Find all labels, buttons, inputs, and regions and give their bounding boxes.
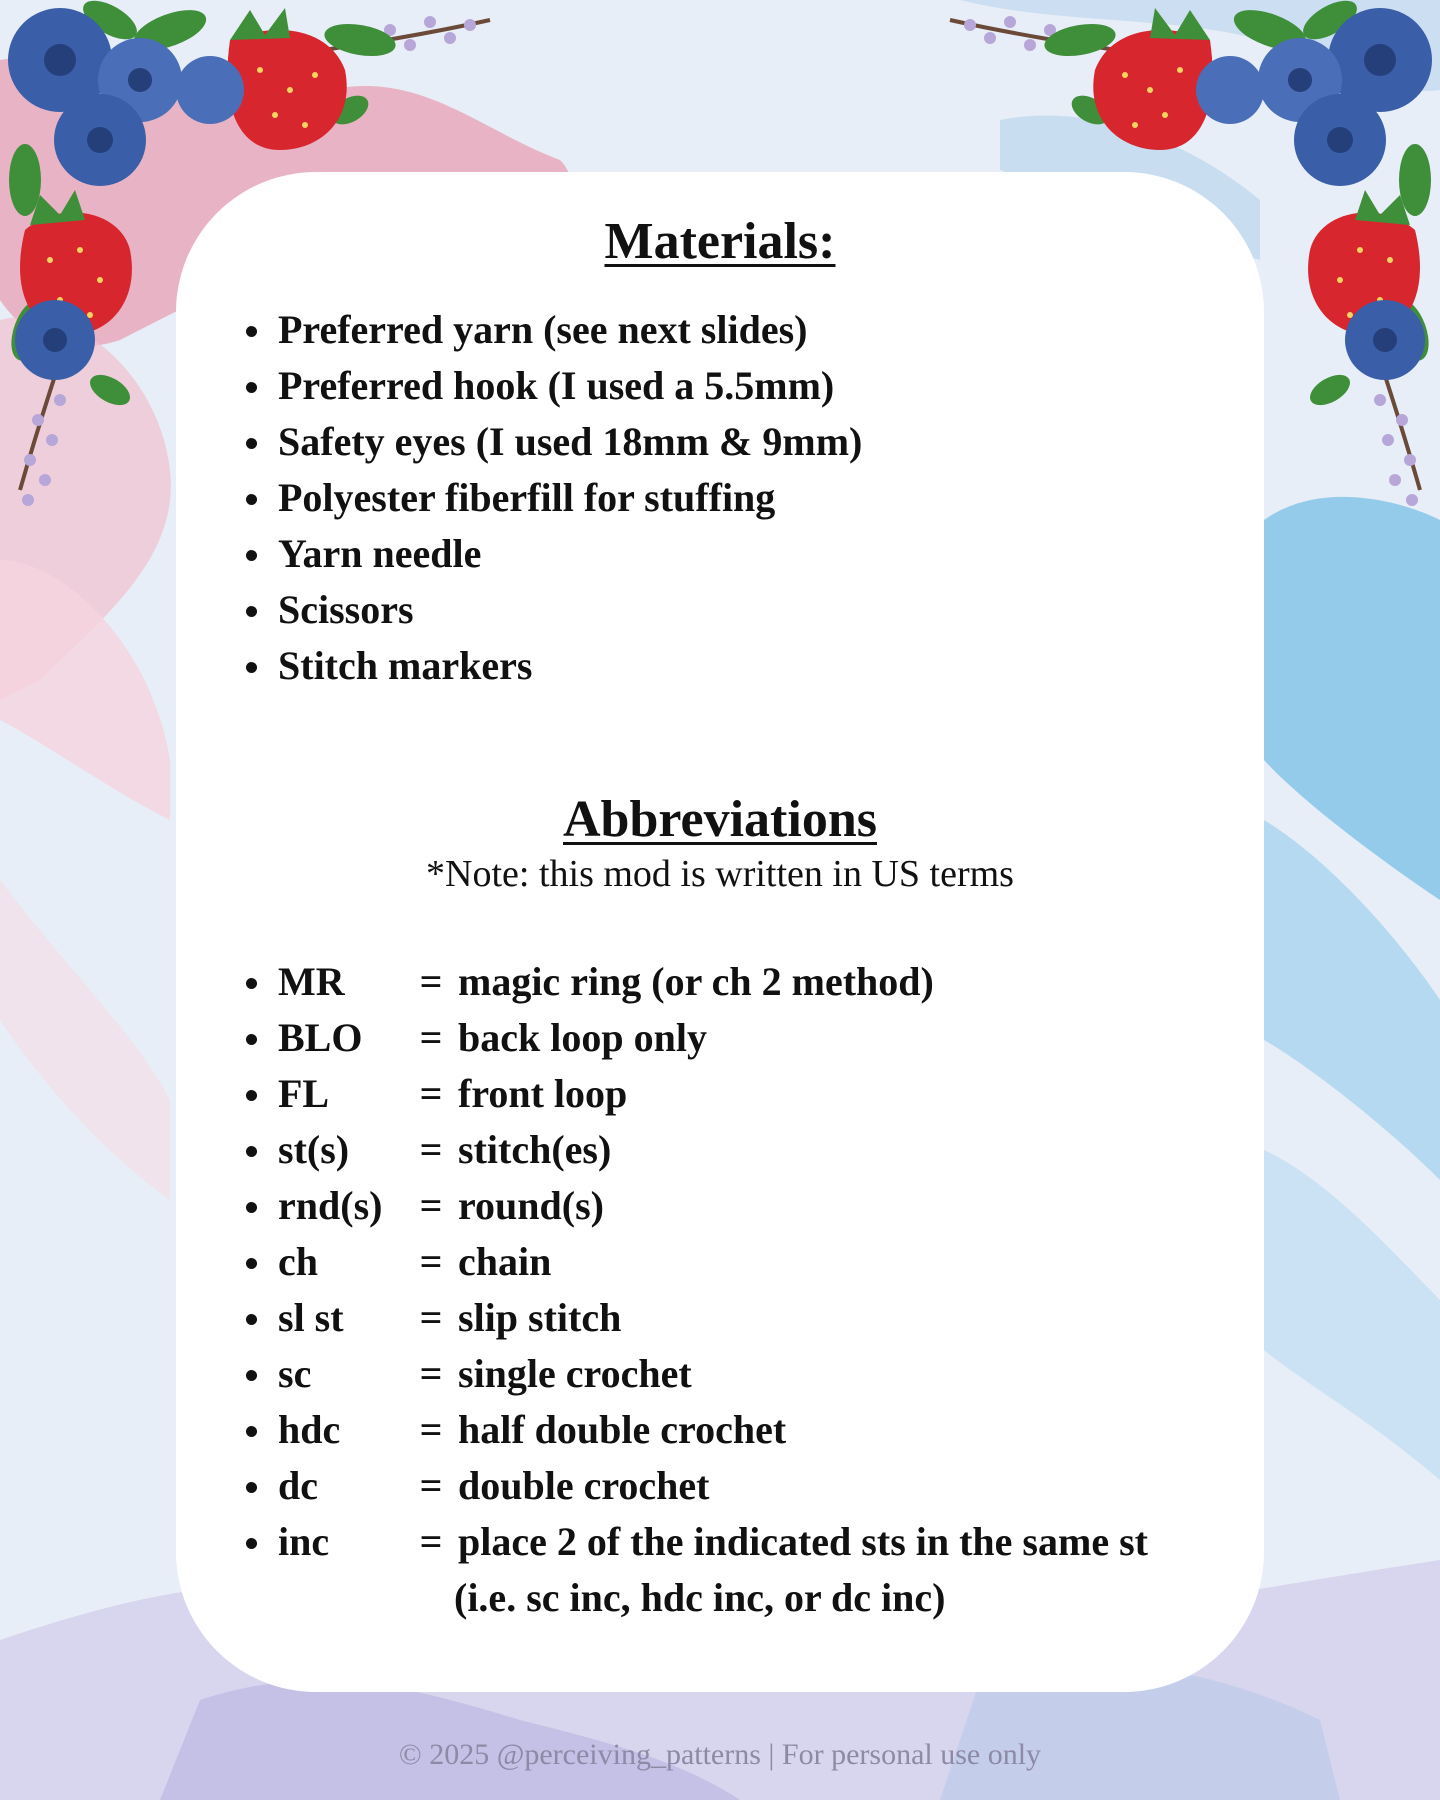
abbreviation-definition: single crochet xyxy=(458,1351,692,1396)
list-item: Polyester fiberfill for stuffing xyxy=(236,470,862,526)
abbreviation-definition: chain xyxy=(458,1239,552,1284)
list-item: Yarn needle xyxy=(236,526,862,582)
abbreviation-definition: front loop xyxy=(458,1071,628,1116)
abbreviation-row xyxy=(236,1178,1148,1234)
abbreviation-row xyxy=(236,1234,1148,1290)
equals-sign: = xyxy=(419,1463,443,1508)
equals-sign: = xyxy=(419,959,443,1004)
equals-sign: = xyxy=(419,1407,443,1452)
abbreviation-term: rnd(s) xyxy=(278,1183,383,1228)
abbreviation-term: BLO xyxy=(278,1015,363,1060)
abbreviation-term: hdc xyxy=(278,1407,341,1452)
abbreviation-definition: slip stitch xyxy=(458,1295,622,1340)
materials-list xyxy=(236,302,862,694)
abbreviation-definition: half double crochet xyxy=(458,1407,787,1452)
abbreviation-row xyxy=(236,1122,1148,1178)
abbreviation-definition: back loop only xyxy=(458,1015,707,1060)
abbreviation-row xyxy=(236,1066,1148,1122)
materials-title: Materials: xyxy=(604,213,836,270)
abbreviation-term: MR xyxy=(278,959,345,1004)
abbreviations-title: Abbreviations xyxy=(563,791,877,848)
abbreviation-term: FL xyxy=(278,1071,330,1116)
equals-sign: = xyxy=(419,1351,443,1396)
abbreviation-row xyxy=(236,1010,1148,1066)
abbreviations-list xyxy=(236,954,1148,1626)
abbreviation-row xyxy=(236,1458,1148,1514)
abbreviation-term: dc xyxy=(278,1463,318,1508)
us-terms-note: *Note: this mod is written in US terms xyxy=(426,853,1014,895)
abbreviation-term: ch xyxy=(278,1239,318,1284)
abbreviation-row xyxy=(236,954,1148,1010)
abbreviation-definition: round(s) xyxy=(458,1183,604,1228)
abbreviation-row xyxy=(236,1402,1148,1458)
abbreviation-row xyxy=(236,1290,1148,1346)
list-item: Preferred hook (I used a 5.5mm) xyxy=(236,358,862,414)
equals-sign: = xyxy=(419,1015,443,1060)
list-item: Safety eyes (I used 18mm & 9mm) xyxy=(236,414,862,470)
list-item: Preferred yarn (see next slides) xyxy=(236,302,862,358)
abbreviation-term: sl st xyxy=(278,1295,344,1340)
equals-sign: = xyxy=(419,1183,443,1228)
equals-sign: = xyxy=(419,1071,443,1116)
copyright-footer: © 2025 @perceiving_patterns | For personal use only xyxy=(398,1738,1042,1771)
equals-sign: = xyxy=(419,1519,443,1564)
abbreviation-definition: place 2 of the indicated sts in the same st xyxy=(458,1519,1148,1564)
list-item: Scissors xyxy=(236,582,862,638)
abbreviation-definition: double crochet xyxy=(458,1463,710,1508)
equals-sign: = xyxy=(419,1127,443,1172)
abbreviation-continuation: (i.e. sc inc, hdc inc, or dc inc) xyxy=(454,1575,946,1620)
list-item: Stitch markers xyxy=(236,638,862,694)
abbreviation-definition: magic ring (or ch 2 method) xyxy=(458,959,934,1004)
equals-sign: = xyxy=(419,1295,443,1340)
abbreviation-term: st(s) xyxy=(278,1127,350,1172)
equals-sign: = xyxy=(419,1239,443,1284)
abbreviation-definition: stitch(es) xyxy=(458,1127,612,1172)
abbreviation-term: inc xyxy=(278,1519,330,1564)
abbreviation-term: sc xyxy=(278,1351,312,1396)
content-card xyxy=(176,172,1264,1692)
abbreviation-row xyxy=(236,1514,1148,1570)
abbreviation-row xyxy=(236,1346,1148,1402)
